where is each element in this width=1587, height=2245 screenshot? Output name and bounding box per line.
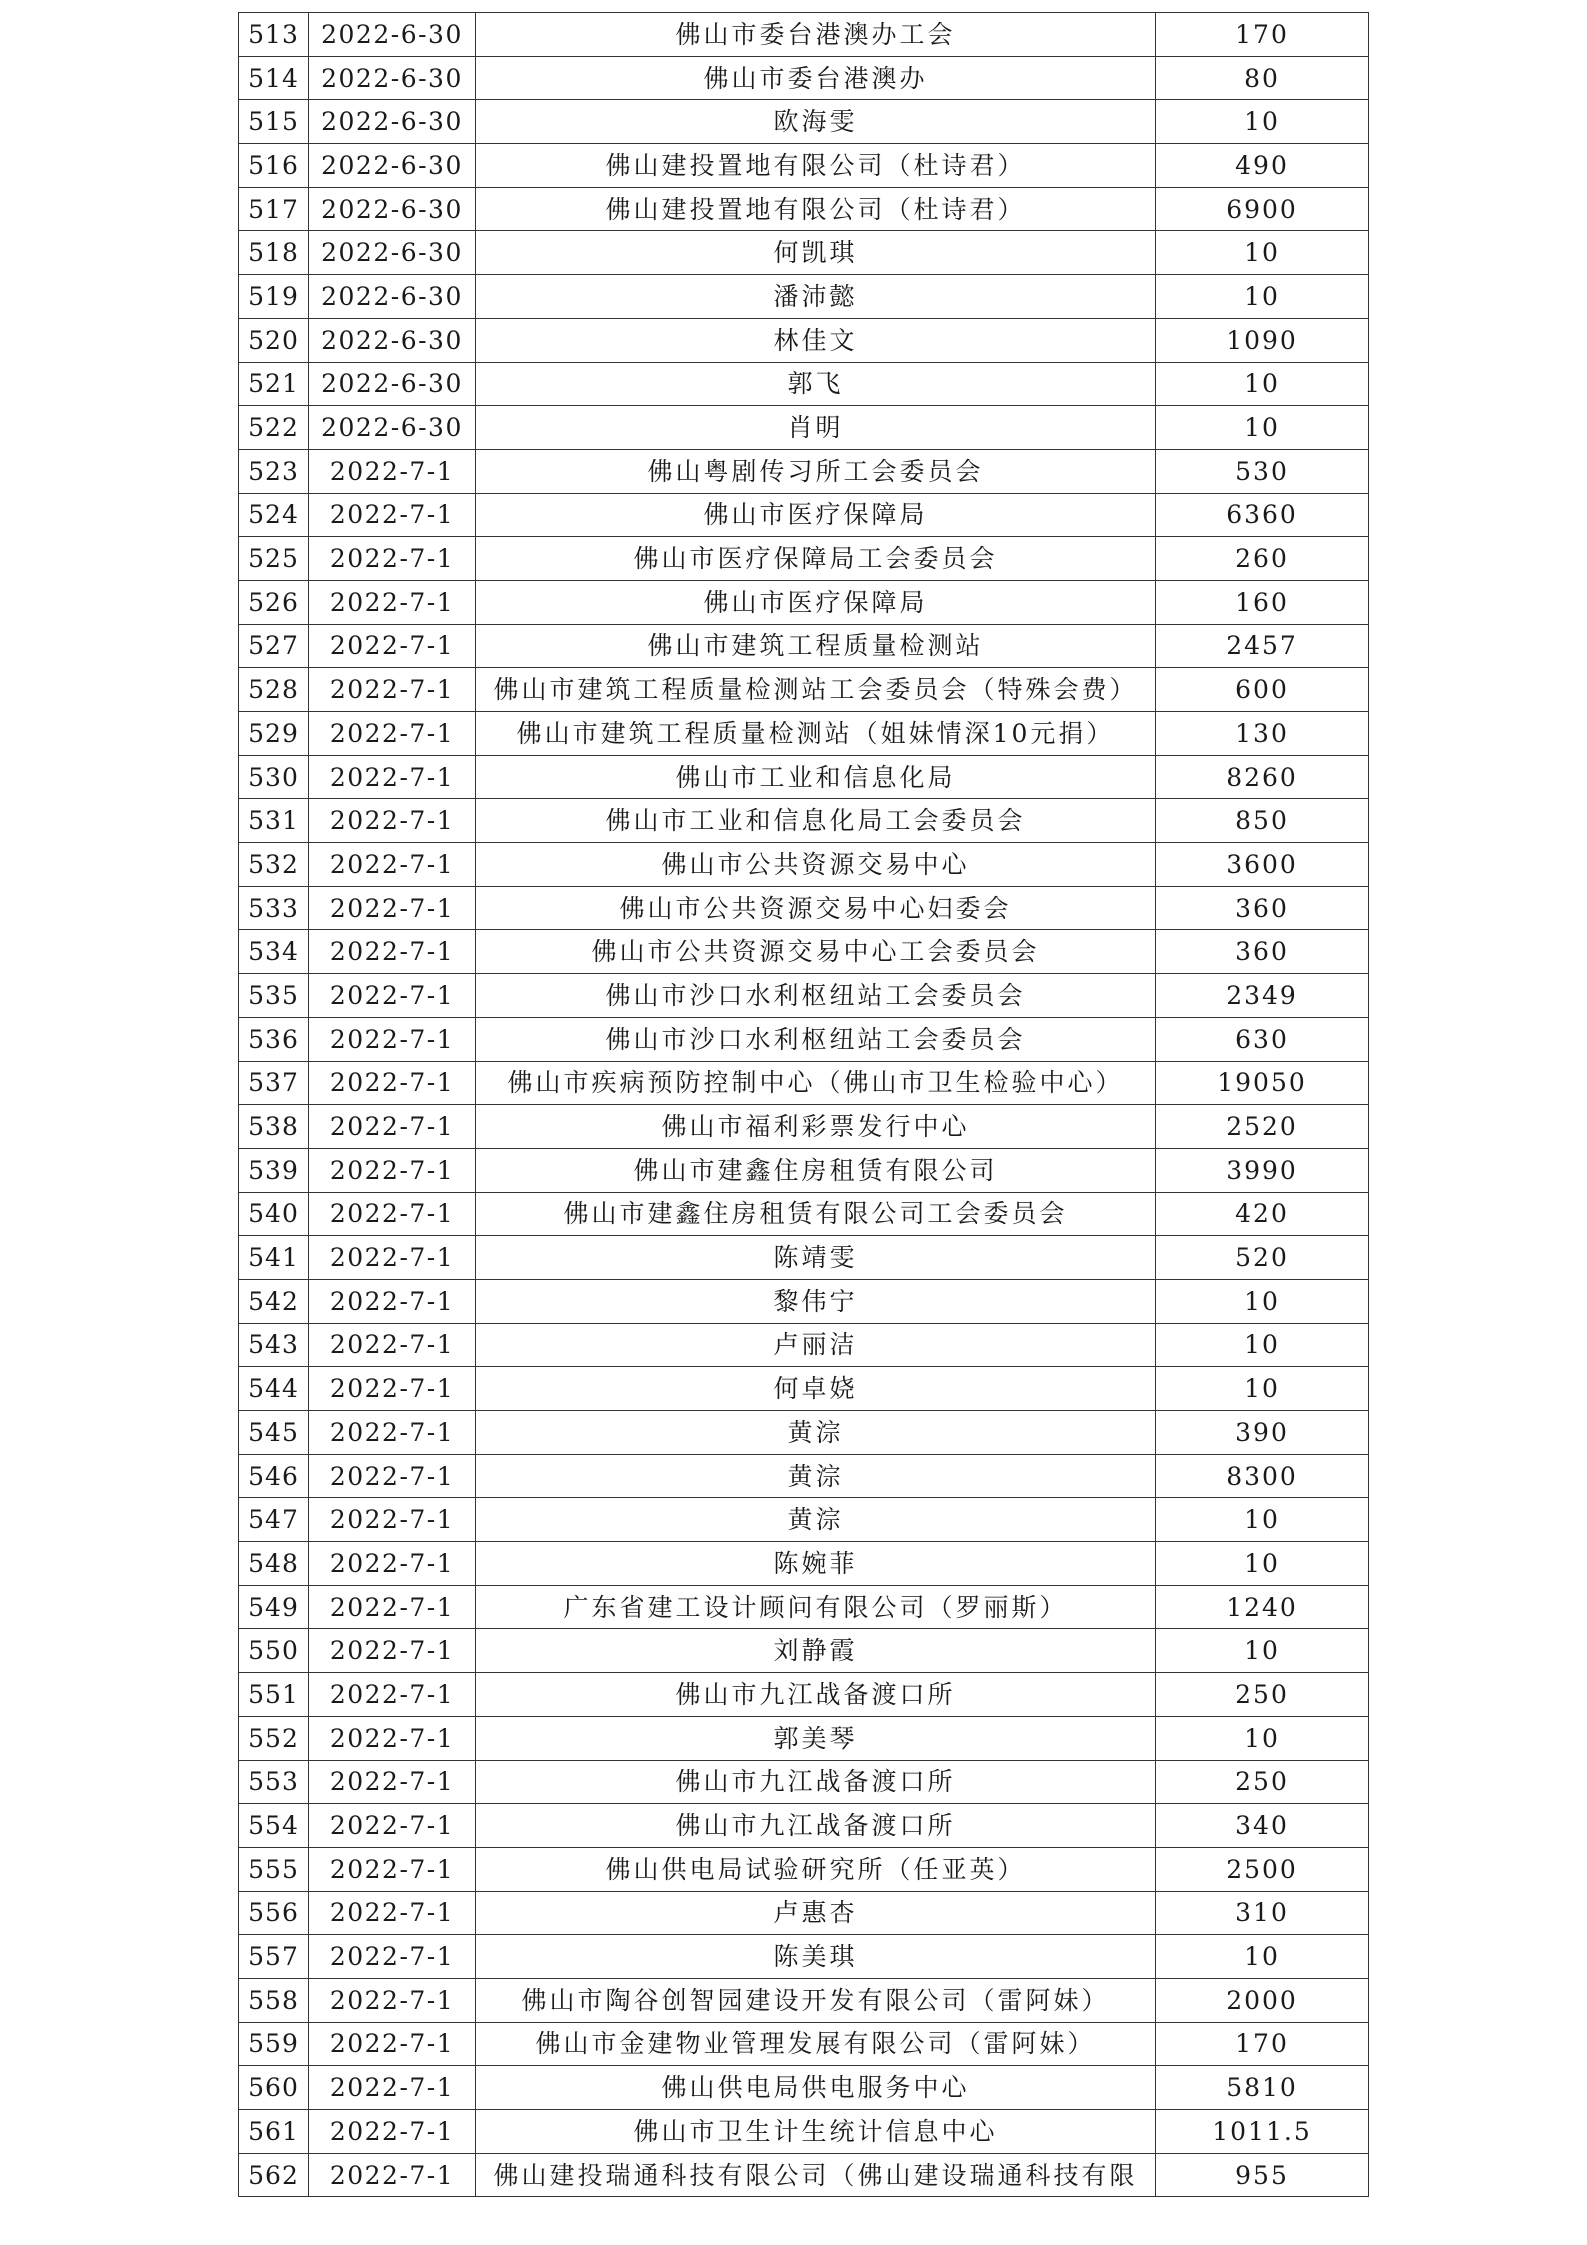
serial-number-cell: 557	[239, 1935, 309, 1979]
serial-number-cell: 517	[239, 187, 309, 231]
date-cell: 2022-7-1	[309, 1105, 476, 1149]
serial-number-cell: 550	[239, 1629, 309, 1673]
donor-name-cell: 林佳文	[476, 318, 1156, 362]
donation-table	[238, 12, 1369, 2197]
table-row	[239, 2022, 1369, 2066]
date-cell: 2022-7-1	[309, 1323, 476, 1367]
amount-cell: 10	[1156, 231, 1369, 275]
date-cell: 2022-7-1	[309, 755, 476, 799]
table-row	[239, 1236, 1369, 1280]
date-cell: 2022-7-1	[309, 843, 476, 887]
date-cell: 2022-7-1	[309, 712, 476, 756]
donor-name-cell: 佛山建投瑞通科技有限公司（佛山建设瑞通科技有限	[476, 2153, 1156, 2197]
date-cell: 2022-7-1	[309, 1978, 476, 2022]
serial-number-cell: 518	[239, 231, 309, 275]
donor-name-cell: 佛山市委台港澳办工会	[476, 13, 1156, 57]
amount-cell: 170	[1156, 13, 1369, 57]
serial-number-cell: 513	[239, 13, 309, 57]
donor-name-cell: 佛山市建筑工程质量检测站（姐妹情深10元捐）	[476, 712, 1156, 756]
serial-number-cell: 531	[239, 799, 309, 843]
table-row	[239, 843, 1369, 887]
donor-name-cell: 佛山建投置地有限公司（杜诗君）	[476, 144, 1156, 188]
serial-number-cell: 539	[239, 1148, 309, 1192]
serial-number-cell: 549	[239, 1585, 309, 1629]
serial-number-cell: 521	[239, 362, 309, 406]
date-cell: 2022-7-1	[309, 2110, 476, 2154]
table-row	[239, 580, 1369, 624]
date-cell: 2022-7-1	[309, 2066, 476, 2110]
table-row	[239, 1804, 1369, 1848]
amount-cell: 390	[1156, 1411, 1369, 1455]
donor-name-cell: 欧海雯	[476, 100, 1156, 144]
serial-number-cell: 552	[239, 1716, 309, 1760]
table-row	[239, 974, 1369, 1018]
donor-name-cell: 陈婉菲	[476, 1542, 1156, 1586]
table-row	[239, 1454, 1369, 1498]
donor-name-cell: 佛山市金建物业管理发展有限公司（雷阿妹）	[476, 2022, 1156, 2066]
serial-number-cell: 558	[239, 1978, 309, 2022]
donor-name-cell: 肖明	[476, 406, 1156, 450]
serial-number-cell: 535	[239, 974, 309, 1018]
donor-name-cell: 黄淙	[476, 1454, 1156, 1498]
amount-cell: 8260	[1156, 755, 1369, 799]
table-row	[239, 2153, 1369, 2197]
serial-number-cell: 522	[239, 406, 309, 450]
donor-name-cell: 佛山市九江战备渡口所	[476, 1804, 1156, 1848]
amount-cell: 2500	[1156, 1847, 1369, 1891]
serial-number-cell: 527	[239, 624, 309, 668]
serial-number-cell: 516	[239, 144, 309, 188]
date-cell: 2022-7-1	[309, 1367, 476, 1411]
table-row	[239, 799, 1369, 843]
amount-cell: 1240	[1156, 1585, 1369, 1629]
donor-name-cell: 广东省建工设计顾问有限公司（罗丽斯）	[476, 1585, 1156, 1629]
table-row	[239, 1148, 1369, 1192]
table-row	[239, 1061, 1369, 1105]
amount-cell: 10	[1156, 100, 1369, 144]
table-row	[239, 1629, 1369, 1673]
serial-number-cell: 559	[239, 2022, 309, 2066]
donor-name-cell: 佛山市沙口水利枢纽站工会委员会	[476, 974, 1156, 1018]
donor-name-cell: 佛山市沙口水利枢纽站工会委员会	[476, 1017, 1156, 1061]
amount-cell: 630	[1156, 1017, 1369, 1061]
donor-name-cell: 佛山粤剧传习所工会委员会	[476, 449, 1156, 493]
donor-name-cell: 黄淙	[476, 1498, 1156, 1542]
donor-name-cell: 佛山供电局试验研究所（任亚英）	[476, 1847, 1156, 1891]
donor-name-cell: 潘沛懿	[476, 275, 1156, 319]
table-row	[239, 1673, 1369, 1717]
table-row	[239, 13, 1369, 57]
amount-cell: 3990	[1156, 1148, 1369, 1192]
donor-name-cell: 佛山市公共资源交易中心	[476, 843, 1156, 887]
donor-name-cell: 佛山市九江战备渡口所	[476, 1760, 1156, 1804]
date-cell: 2022-7-1	[309, 799, 476, 843]
table-row	[239, 362, 1369, 406]
table-row	[239, 930, 1369, 974]
amount-cell: 6900	[1156, 187, 1369, 231]
date-cell: 2022-7-1	[309, 580, 476, 624]
serial-number-cell: 515	[239, 100, 309, 144]
amount-cell: 10	[1156, 406, 1369, 450]
date-cell: 2022-7-1	[309, 668, 476, 712]
amount-cell: 1090	[1156, 318, 1369, 362]
donor-name-cell: 佛山市九江战备渡口所	[476, 1673, 1156, 1717]
serial-number-cell: 519	[239, 275, 309, 319]
date-cell: 2022-7-1	[309, 1411, 476, 1455]
serial-number-cell: 542	[239, 1279, 309, 1323]
date-cell: 2022-7-1	[309, 1454, 476, 1498]
amount-cell: 310	[1156, 1891, 1369, 1935]
amount-cell: 520	[1156, 1236, 1369, 1280]
date-cell: 2022-7-1	[309, 624, 476, 668]
serial-number-cell: 554	[239, 1804, 309, 1848]
table-row	[239, 1192, 1369, 1236]
amount-cell: 160	[1156, 580, 1369, 624]
serial-number-cell: 529	[239, 712, 309, 756]
amount-cell: 600	[1156, 668, 1369, 712]
serial-number-cell: 537	[239, 1061, 309, 1105]
amount-cell: 8300	[1156, 1454, 1369, 1498]
amount-cell: 2349	[1156, 974, 1369, 1018]
date-cell: 2022-7-1	[309, 1804, 476, 1848]
amount-cell: 10	[1156, 1367, 1369, 1411]
donor-name-cell: 郭美琴	[476, 1716, 1156, 1760]
date-cell: 2022-7-1	[309, 537, 476, 581]
date-cell: 2022-7-1	[309, 1017, 476, 1061]
amount-cell: 955	[1156, 2153, 1369, 2197]
donor-name-cell: 佛山市建鑫住房租赁有限公司	[476, 1148, 1156, 1192]
date-cell: 2022-7-1	[309, 1236, 476, 1280]
amount-cell: 490	[1156, 144, 1369, 188]
donor-name-cell: 佛山市工业和信息化局工会委员会	[476, 799, 1156, 843]
date-cell: 2022-7-1	[309, 1498, 476, 1542]
table-row	[239, 537, 1369, 581]
serial-number-cell: 562	[239, 2153, 309, 2197]
date-cell: 2022-6-30	[309, 406, 476, 450]
date-cell: 2022-7-1	[309, 1061, 476, 1105]
date-cell: 2022-7-1	[309, 1891, 476, 1935]
table-row	[239, 2110, 1369, 2154]
amount-cell: 3600	[1156, 843, 1369, 887]
donor-name-cell: 佛山市建筑工程质量检测站工会委员会（特殊会费）	[476, 668, 1156, 712]
date-cell: 2022-7-1	[309, 493, 476, 537]
table-row	[239, 1279, 1369, 1323]
amount-cell: 420	[1156, 1192, 1369, 1236]
donor-name-cell: 佛山市卫生计生统计信息中心	[476, 2110, 1156, 2154]
table-row	[239, 1017, 1369, 1061]
table-row	[239, 1978, 1369, 2022]
serial-number-cell: 541	[239, 1236, 309, 1280]
amount-cell: 850	[1156, 799, 1369, 843]
amount-cell: 19050	[1156, 1061, 1369, 1105]
amount-cell: 10	[1156, 1498, 1369, 1542]
donor-name-cell: 佛山建投置地有限公司（杜诗君）	[476, 187, 1156, 231]
donor-name-cell: 黎伟宁	[476, 1279, 1156, 1323]
table-row	[239, 187, 1369, 231]
table-row	[239, 2066, 1369, 2110]
date-cell: 2022-7-1	[309, 1542, 476, 1586]
amount-cell: 10	[1156, 1716, 1369, 1760]
donor-name-cell: 佛山市医疗保障局工会委员会	[476, 537, 1156, 581]
serial-number-cell: 526	[239, 580, 309, 624]
serial-number-cell: 545	[239, 1411, 309, 1455]
serial-number-cell: 551	[239, 1673, 309, 1717]
table-row	[239, 318, 1369, 362]
donor-name-cell: 刘静霞	[476, 1629, 1156, 1673]
table-row	[239, 1585, 1369, 1629]
amount-cell: 10	[1156, 1542, 1369, 1586]
amount-cell: 2520	[1156, 1105, 1369, 1149]
date-cell: 2022-7-1	[309, 449, 476, 493]
table-row	[239, 100, 1369, 144]
date-cell: 2022-6-30	[309, 231, 476, 275]
serial-number-cell: 514	[239, 56, 309, 100]
table-row	[239, 1716, 1369, 1760]
table-row	[239, 712, 1369, 756]
serial-number-cell: 547	[239, 1498, 309, 1542]
table-row	[239, 668, 1369, 712]
date-cell: 2022-6-30	[309, 187, 476, 231]
table-row	[239, 56, 1369, 100]
amount-cell: 2000	[1156, 1978, 1369, 2022]
serial-number-cell: 560	[239, 2066, 309, 2110]
table-body	[239, 13, 1369, 2197]
serial-number-cell: 525	[239, 537, 309, 581]
amount-cell: 2457	[1156, 624, 1369, 668]
date-cell: 2022-7-1	[309, 1279, 476, 1323]
date-cell: 2022-7-1	[309, 1192, 476, 1236]
donor-name-cell: 佛山市工业和信息化局	[476, 755, 1156, 799]
serial-number-cell: 555	[239, 1847, 309, 1891]
donor-name-cell: 佛山市建筑工程质量检测站	[476, 624, 1156, 668]
table-row	[239, 1760, 1369, 1804]
table-row	[239, 275, 1369, 319]
date-cell: 2022-7-1	[309, 1716, 476, 1760]
amount-cell: 10	[1156, 362, 1369, 406]
serial-number-cell: 530	[239, 755, 309, 799]
donor-name-cell: 佛山市建鑫住房租赁有限公司工会委员会	[476, 1192, 1156, 1236]
table-row	[239, 449, 1369, 493]
amount-cell: 360	[1156, 886, 1369, 930]
amount-cell: 10	[1156, 1323, 1369, 1367]
amount-cell: 1011.5	[1156, 2110, 1369, 2154]
donor-name-cell: 佛山市医疗保障局	[476, 493, 1156, 537]
donor-name-cell: 黄淙	[476, 1411, 1156, 1455]
date-cell: 2022-6-30	[309, 144, 476, 188]
donor-name-cell: 何卓娆	[476, 1367, 1156, 1411]
amount-cell: 260	[1156, 537, 1369, 581]
donor-name-cell: 佛山市公共资源交易中心妇委会	[476, 886, 1156, 930]
table-row	[239, 1367, 1369, 1411]
serial-number-cell: 532	[239, 843, 309, 887]
date-cell: 2022-7-1	[309, 1585, 476, 1629]
table-row	[239, 1105, 1369, 1149]
donor-name-cell: 何凯琪	[476, 231, 1156, 275]
date-cell: 2022-7-1	[309, 1760, 476, 1804]
date-cell: 2022-7-1	[309, 2022, 476, 2066]
date-cell: 2022-6-30	[309, 275, 476, 319]
table-row	[239, 1411, 1369, 1455]
serial-number-cell: 524	[239, 493, 309, 537]
donor-name-cell: 佛山市公共资源交易中心工会委员会	[476, 930, 1156, 974]
donor-name-cell: 佛山供电局供电服务中心	[476, 2066, 1156, 2110]
date-cell: 2022-7-1	[309, 974, 476, 1018]
date-cell: 2022-7-1	[309, 1935, 476, 1979]
serial-number-cell: 556	[239, 1891, 309, 1935]
date-cell: 2022-7-1	[309, 886, 476, 930]
amount-cell: 360	[1156, 930, 1369, 974]
table-row	[239, 493, 1369, 537]
donor-name-cell: 佛山市陶谷创智园建设开发有限公司（雷阿妹）	[476, 1978, 1156, 2022]
amount-cell: 170	[1156, 2022, 1369, 2066]
serial-number-cell: 553	[239, 1760, 309, 1804]
date-cell: 2022-6-30	[309, 318, 476, 362]
serial-number-cell: 533	[239, 886, 309, 930]
serial-number-cell: 538	[239, 1105, 309, 1149]
serial-number-cell: 544	[239, 1367, 309, 1411]
amount-cell: 250	[1156, 1673, 1369, 1717]
donor-name-cell: 佛山市医疗保障局	[476, 580, 1156, 624]
donor-name-cell: 陈靖雯	[476, 1236, 1156, 1280]
table-row	[239, 1542, 1369, 1586]
date-cell: 2022-7-1	[309, 1629, 476, 1673]
serial-number-cell: 523	[239, 449, 309, 493]
amount-cell: 340	[1156, 1804, 1369, 1848]
table-row	[239, 144, 1369, 188]
serial-number-cell: 528	[239, 668, 309, 712]
donor-name-cell: 佛山市福利彩票发行中心	[476, 1105, 1156, 1149]
amount-cell: 10	[1156, 275, 1369, 319]
table-row	[239, 624, 1369, 668]
date-cell: 2022-7-1	[309, 1847, 476, 1891]
amount-cell: 6360	[1156, 493, 1369, 537]
table-row	[239, 1935, 1369, 1979]
date-cell: 2022-6-30	[309, 362, 476, 406]
amount-cell: 80	[1156, 56, 1369, 100]
date-cell: 2022-6-30	[309, 56, 476, 100]
date-cell: 2022-6-30	[309, 13, 476, 57]
serial-number-cell: 534	[239, 930, 309, 974]
serial-number-cell: 548	[239, 1542, 309, 1586]
date-cell: 2022-7-1	[309, 1673, 476, 1717]
table-row	[239, 406, 1369, 450]
serial-number-cell: 561	[239, 2110, 309, 2154]
serial-number-cell: 546	[239, 1454, 309, 1498]
donor-name-cell: 陈美琪	[476, 1935, 1156, 1979]
amount-cell: 250	[1156, 1760, 1369, 1804]
table-row	[239, 1323, 1369, 1367]
donor-name-cell: 郭飞	[476, 362, 1156, 406]
donor-name-cell: 佛山市疾病预防控制中心（佛山市卫生检验中心）	[476, 1061, 1156, 1105]
table-row	[239, 1891, 1369, 1935]
amount-cell: 10	[1156, 1935, 1369, 1979]
amount-cell: 10	[1156, 1629, 1369, 1673]
date-cell: 2022-7-1	[309, 1148, 476, 1192]
donor-name-cell: 佛山市委台港澳办	[476, 56, 1156, 100]
serial-number-cell: 536	[239, 1017, 309, 1061]
serial-number-cell: 520	[239, 318, 309, 362]
date-cell: 2022-7-1	[309, 930, 476, 974]
table-row	[239, 886, 1369, 930]
table-row	[239, 1498, 1369, 1542]
table-row	[239, 755, 1369, 799]
donor-name-cell: 卢惠杏	[476, 1891, 1156, 1935]
amount-cell: 5810	[1156, 2066, 1369, 2110]
serial-number-cell: 540	[239, 1192, 309, 1236]
donor-name-cell: 卢丽洁	[476, 1323, 1156, 1367]
amount-cell: 130	[1156, 712, 1369, 756]
table-row	[239, 231, 1369, 275]
amount-cell: 10	[1156, 1279, 1369, 1323]
date-cell: 2022-6-30	[309, 100, 476, 144]
amount-cell: 530	[1156, 449, 1369, 493]
date-cell: 2022-7-1	[309, 2153, 476, 2197]
serial-number-cell: 543	[239, 1323, 309, 1367]
table-row	[239, 1847, 1369, 1891]
